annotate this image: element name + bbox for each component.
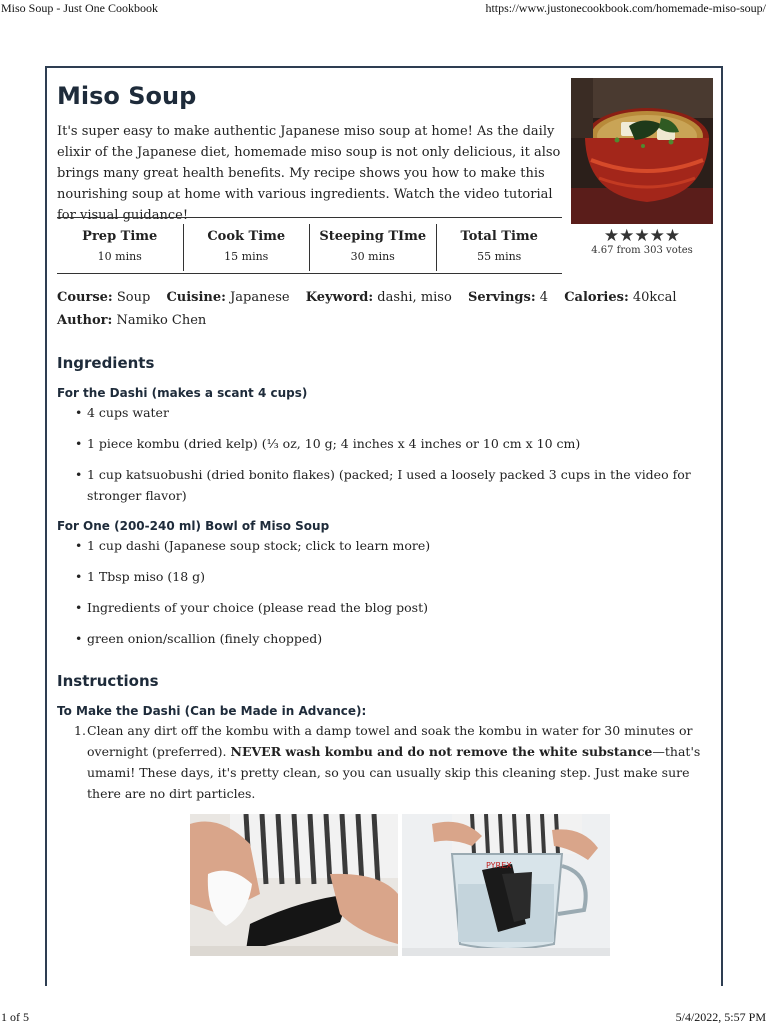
print-url[interactable]: https://www.justonecookbook.com/homemade-miso-soup/	[485, 1, 766, 15]
recipe-times	[57, 217, 562, 274]
time-label: Steeping TIme	[319, 229, 427, 244]
rating-votes: 4.67 from 303 votes	[591, 245, 693, 256]
print-page-number: 1 of 5	[1, 1010, 29, 1024]
recipe-meta	[57, 286, 707, 332]
list-item: • 1 piece kombu (dried kelp) (⅓ oz, 10 g; 4 inches x 4 inches or 10 cm x 10 cm)	[87, 433, 712, 454]
meta-author: Author: Namiko Chen	[57, 313, 207, 328]
time-value: 30 mins	[350, 250, 395, 263]
time-prep	[57, 224, 184, 271]
time-label: Total Time	[460, 229, 538, 244]
meta-row-2	[57, 309, 707, 332]
time-steeping	[310, 224, 437, 271]
list-item: • 1 Tbsp miso (18 g)	[87, 566, 712, 587]
time-cook	[184, 224, 311, 271]
time-total	[437, 224, 563, 271]
dashi-heading: For the Dashi (makes a scant 4 cups)	[57, 386, 308, 400]
photo-cleaning-kombu	[190, 814, 398, 956]
meta-calories: Calories: 40kcal	[564, 290, 677, 305]
make-dashi-heading: To Make the Dashi (Can be Made in Advance):	[57, 704, 367, 718]
instructions-heading: Instructions	[57, 672, 159, 690]
step-number: 1.	[74, 723, 86, 738]
list-item: • 1 cup dashi (Japanese soup stock; click to learn more)	[87, 535, 712, 556]
step-text-bold: NEVER wash kombu and do not remove the white substance	[230, 744, 653, 759]
step-text-2: —that's umami! These days, it's pretty clean, so you can usually skip this cleaning step. Just make sure there are no dirt particles.	[87, 744, 701, 801]
step-photos	[190, 814, 610, 956]
time-value: 10 mins	[97, 250, 142, 263]
recipe-intro: It's super easy to make authentic Japanese miso soup at home! As the daily elixir of the Japanese diet, homemade miso soup is not only delicious, it also brings many great health benefits. My recipe shows you how to make this nourishing soup at home with various ingredients. Watch the video tutorial for visual guidance!	[57, 124, 561, 223]
time-label: Cook Time	[207, 229, 286, 244]
instruction-step-1	[74, 720, 712, 804]
step-text-1: Clean any dirt off the kombu with a damp towel and soak the kombu in water for 30 minutes or overnight (preferred).	[87, 723, 693, 759]
time-label: Prep Time	[82, 229, 158, 244]
list-item: • Ingredients of your choice (please read the blog post)	[87, 597, 712, 618]
time-value: 55 mins	[477, 250, 522, 263]
meta-keyword: Keyword: dashi, miso	[305, 290, 452, 305]
print-footer	[0, 1010, 768, 1024]
ingredients-heading: Ingredients	[57, 354, 155, 372]
print-header	[0, 1, 768, 17]
recipe-card	[45, 66, 723, 986]
dashi-ingredient-list	[87, 402, 712, 506]
recipe-rating	[571, 225, 713, 256]
photo-soaking-kombu	[402, 814, 610, 956]
time-value: 15 mins	[224, 250, 269, 263]
bowl-ingredient-list	[87, 535, 712, 649]
recipe-title: Miso Soup	[57, 82, 197, 110]
list-item: • 1 cup katsuobushi (dried bonito flakes) (packed; I used a loosely packed 3 cups in the video for stronger flavor)	[87, 464, 712, 506]
print-page-title: Miso Soup - Just One Cookbook	[1, 1, 159, 15]
list-item: • green onion/scallion (finely chopped)	[87, 628, 712, 649]
meta-cuisine: Cuisine: Japanese	[166, 290, 290, 305]
instruction-list	[74, 720, 712, 804]
recipe-hero-image	[571, 78, 713, 224]
meta-row-1	[57, 286, 707, 309]
list-item: • 4 cups water	[87, 402, 712, 423]
rating-stars-icon[interactable]: ★★★★★	[603, 226, 681, 246]
bowl-heading: For One (200-240 ml) Bowl of Miso Soup	[57, 519, 330, 533]
meta-course: Course: Soup	[57, 290, 151, 305]
cup-brand-label: PYREX	[486, 861, 512, 870]
meta-servings: Servings: 4	[467, 290, 549, 305]
print-datetime: 5/4/2022, 5:57 PM	[675, 1010, 766, 1024]
